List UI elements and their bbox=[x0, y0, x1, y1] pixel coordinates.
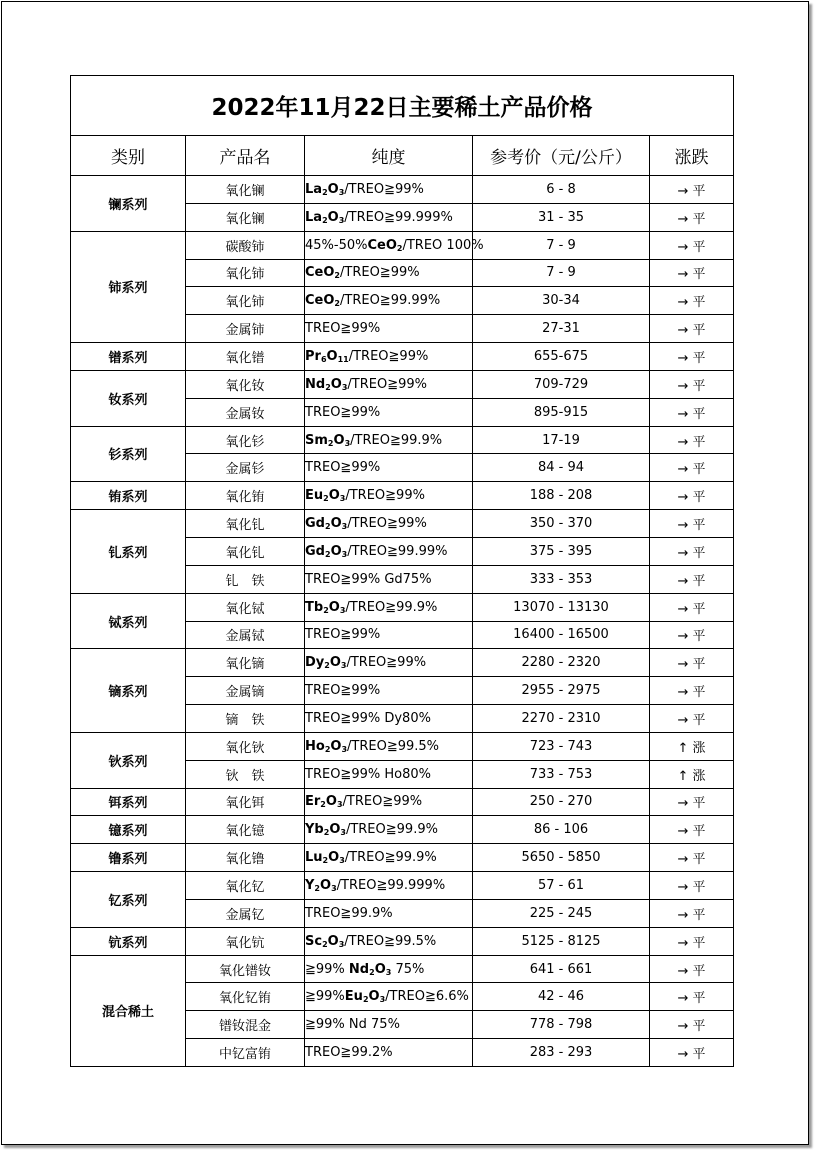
purity-text: Eu bbox=[305, 488, 324, 504]
trend-cell: → 平 bbox=[650, 565, 734, 593]
product-name-cell: 氧化钐 bbox=[186, 426, 305, 454]
purity-text: CeO bbox=[367, 237, 397, 253]
purity-text: /TREO≧99.9% bbox=[345, 822, 438, 838]
purity-subscript: 2 bbox=[323, 605, 329, 615]
purity-text: O bbox=[320, 878, 332, 894]
purity-text: CeO bbox=[305, 293, 335, 309]
product-name-cell: 氧化镱 bbox=[186, 816, 305, 844]
product-name-cell: 中钇富铕 bbox=[186, 1039, 305, 1067]
trend-cell: → 平 bbox=[650, 1011, 734, 1039]
table-row bbox=[71, 816, 734, 844]
purity-text: CeO bbox=[305, 265, 335, 281]
purity-text: /TREO≧99.99% bbox=[347, 543, 448, 559]
purity-text: Nd bbox=[348, 961, 370, 977]
header-purity: 纯度 bbox=[305, 136, 473, 176]
product-name-cell: 氧化铽 bbox=[186, 593, 305, 621]
purity-cell bbox=[305, 315, 473, 343]
purity-text: Yb bbox=[305, 822, 324, 838]
header-reference-price: 参考价（元/公斤） bbox=[473, 136, 650, 176]
table-row bbox=[71, 482, 734, 510]
category-cell: 混合稀土 bbox=[71, 955, 186, 1066]
price-table-body bbox=[71, 176, 734, 1067]
purity-text: O bbox=[330, 738, 342, 754]
purity-cell bbox=[305, 1011, 473, 1039]
purity-text: O bbox=[333, 432, 345, 448]
purity-cell bbox=[305, 1039, 473, 1067]
page-title: 2022年11月22日主要稀土产品价格 bbox=[71, 76, 734, 136]
purity-text: ≧99% bbox=[305, 961, 349, 977]
purity-text: O bbox=[329, 655, 341, 671]
trend-cell: → 平 bbox=[650, 231, 734, 259]
purity-text: O bbox=[326, 348, 338, 364]
table-row bbox=[71, 649, 734, 677]
purity-text: /TREO≧99.99% bbox=[340, 293, 441, 309]
price-cell: 42 - 46 bbox=[473, 983, 650, 1011]
purity-text: /TREO≧99% bbox=[345, 488, 425, 504]
trend-cell: → 平 bbox=[650, 537, 734, 565]
price-cell: 2280 - 2320 bbox=[473, 649, 650, 677]
table-row bbox=[71, 788, 734, 816]
trend-cell: → 平 bbox=[650, 621, 734, 649]
purity-subscript: 2 bbox=[324, 522, 331, 532]
purity-text: /TREO≧99% bbox=[340, 265, 420, 281]
purity-text: /TREO≧99.9% bbox=[350, 432, 443, 448]
category-cell: 铈系列 bbox=[71, 231, 186, 342]
price-cell: 27-31 bbox=[473, 315, 650, 343]
purity-text: O bbox=[330, 543, 342, 559]
purity-cell bbox=[305, 927, 473, 955]
purity-subscript: 3 bbox=[379, 995, 386, 1005]
purity-text: O bbox=[330, 516, 342, 532]
purity-cell bbox=[305, 426, 473, 454]
purity-subscript: 3 bbox=[338, 939, 345, 949]
purity-cell bbox=[305, 482, 473, 510]
price-cell: 895-915 bbox=[473, 398, 650, 426]
purity-subscript: 2 bbox=[327, 438, 334, 448]
product-name-cell: 氧化镧 bbox=[186, 203, 305, 231]
category-cell: 钕系列 bbox=[71, 370, 186, 426]
purity-text: Er bbox=[305, 794, 321, 810]
category-cell: 铽系列 bbox=[71, 593, 186, 649]
price-cell: 333 - 353 bbox=[473, 565, 650, 593]
trend-cell: ↑ 涨 bbox=[650, 732, 734, 760]
price-cell: 283 - 293 bbox=[473, 1039, 650, 1067]
purity-subscript: 3 bbox=[341, 522, 348, 532]
purity-text: O bbox=[327, 209, 339, 225]
purity-cell bbox=[305, 510, 473, 538]
purity-text: 45%-50% bbox=[305, 237, 368, 253]
table-row bbox=[71, 732, 734, 760]
purity-text: /TREO≧99.999% bbox=[336, 878, 446, 894]
purity-subscript: 3 bbox=[341, 744, 348, 754]
purity-subscript: 2 bbox=[334, 299, 340, 309]
product-name-cell: 镝 铁 bbox=[186, 705, 305, 733]
purity-subscript: 3 bbox=[344, 438, 351, 448]
trend-cell: → 平 bbox=[650, 259, 734, 287]
trend-cell: → 平 bbox=[650, 343, 734, 371]
category-cell: 铒系列 bbox=[71, 788, 186, 816]
purity-text: TREO≧99.9% bbox=[305, 905, 393, 921]
product-name-cell: 钬 铁 bbox=[186, 760, 305, 788]
purity-cell bbox=[305, 705, 473, 733]
purity-text: /TREO≧99% bbox=[348, 348, 429, 364]
purity-text: Lu bbox=[305, 850, 323, 866]
table-row bbox=[71, 955, 734, 983]
price-cell: 2955 - 2975 bbox=[473, 677, 650, 705]
purity-subscript: 2 bbox=[322, 187, 328, 197]
purity-subscript: 2 bbox=[396, 243, 403, 253]
purity-text: /TREO≧99.5% bbox=[347, 738, 440, 754]
purity-cell bbox=[305, 844, 473, 872]
purity-subscript: 3 bbox=[331, 884, 337, 894]
price-cell: 350 - 370 bbox=[473, 510, 650, 538]
purity-cell bbox=[305, 176, 473, 204]
purity-cell bbox=[305, 203, 473, 231]
price-cell: 2270 - 2310 bbox=[473, 705, 650, 733]
trend-cell: → 平 bbox=[650, 844, 734, 872]
product-name-cell: 氧化钆 bbox=[186, 510, 305, 538]
purity-text: TREO≧99% bbox=[305, 460, 381, 476]
header-product-name: 产品名 bbox=[186, 136, 305, 176]
purity-subscript: 3 bbox=[339, 605, 346, 615]
table-row bbox=[71, 927, 734, 955]
trend-cell: → 平 bbox=[650, 955, 734, 983]
price-cell: 778 - 798 bbox=[473, 1011, 650, 1039]
trend-cell: → 平 bbox=[650, 315, 734, 343]
product-name-cell: 氧化铒 bbox=[186, 788, 305, 816]
purity-cell bbox=[305, 370, 473, 398]
price-cell: 17-19 bbox=[473, 426, 650, 454]
purity-cell bbox=[305, 816, 473, 844]
price-cell: 733 - 753 bbox=[473, 760, 650, 788]
purity-text: /TREO 100% bbox=[402, 237, 484, 253]
purity-subscript: 2 bbox=[334, 271, 340, 281]
price-cell: 5650 - 5850 bbox=[473, 844, 650, 872]
price-cell: 57 - 61 bbox=[473, 872, 650, 900]
purity-text: TREO≧99% bbox=[305, 683, 381, 699]
purity-text: /TREO≧99.9% bbox=[344, 850, 437, 866]
category-cell: 铕系列 bbox=[71, 482, 186, 510]
price-cell: 13070 - 13130 bbox=[473, 593, 650, 621]
purity-text: TREO≧99% bbox=[305, 321, 381, 337]
category-cell: 钬系列 bbox=[71, 732, 186, 788]
document-page bbox=[1, 1, 809, 1145]
purity-text: Pr bbox=[305, 348, 321, 364]
product-name-cell: 氧化钇 bbox=[186, 872, 305, 900]
purity-subscript: 3 bbox=[341, 382, 348, 392]
table-row bbox=[71, 231, 734, 259]
trend-cell: → 平 bbox=[650, 816, 734, 844]
category-cell: 钪系列 bbox=[71, 927, 186, 955]
purity-subscript: 2 bbox=[322, 215, 328, 225]
purity-subscript: 2 bbox=[323, 828, 330, 838]
purity-subscript: 2 bbox=[362, 995, 369, 1005]
purity-text: TREO≧99% Gd75% bbox=[305, 571, 432, 587]
price-cell: 7 - 9 bbox=[473, 231, 650, 259]
purity-text: ≧99% Nd 75% bbox=[305, 1017, 400, 1033]
trend-cell: → 平 bbox=[650, 176, 734, 204]
trend-cell: → 平 bbox=[650, 287, 734, 315]
product-name-cell: 金属钇 bbox=[186, 899, 305, 927]
header-category: 类别 bbox=[71, 136, 186, 176]
price-cell: 641 - 661 bbox=[473, 955, 650, 983]
category-cell: 钇系列 bbox=[71, 872, 186, 928]
purity-text: TREO≧99% bbox=[305, 627, 381, 643]
price-cell: 655-675 bbox=[473, 343, 650, 371]
product-name-cell: 氧化镝 bbox=[186, 649, 305, 677]
table-row bbox=[71, 872, 734, 900]
purity-text: Eu bbox=[344, 989, 363, 1005]
purity-subscript: 3 bbox=[340, 828, 346, 838]
trend-cell: → 平 bbox=[650, 705, 734, 733]
product-name-cell: 金属镝 bbox=[186, 677, 305, 705]
purity-text: /TREO≧6.6% bbox=[385, 989, 469, 1005]
trend-cell: → 平 bbox=[650, 398, 734, 426]
purity-cell bbox=[305, 454, 473, 482]
purity-cell bbox=[305, 231, 484, 259]
table-row bbox=[71, 593, 734, 621]
purity-cell bbox=[305, 677, 473, 705]
purity-text: /TREO≧99% bbox=[347, 376, 427, 392]
purity-subscript: 3 bbox=[338, 187, 345, 197]
purity-text: /TREO≧99% bbox=[342, 794, 423, 810]
purity-text: Dy bbox=[305, 655, 325, 671]
price-cell: 225 - 245 bbox=[473, 899, 650, 927]
purity-cell bbox=[305, 287, 473, 315]
table-row bbox=[71, 510, 734, 538]
purity-text: O bbox=[330, 376, 342, 392]
category-cell: 钆系列 bbox=[71, 510, 186, 594]
purity-cell bbox=[305, 760, 473, 788]
purity-cell bbox=[305, 398, 473, 426]
header-row bbox=[71, 136, 734, 176]
product-name-cell: 金属钐 bbox=[186, 454, 305, 482]
product-name-cell: 氧化铈 bbox=[186, 259, 305, 287]
purity-text: Nd bbox=[305, 376, 326, 392]
purity-text: O bbox=[328, 488, 340, 504]
purity-cell bbox=[305, 955, 473, 983]
table-row bbox=[71, 426, 734, 454]
trend-cell: → 平 bbox=[650, 788, 734, 816]
purity-text: Y bbox=[305, 878, 315, 894]
product-name-cell: 氧化钬 bbox=[186, 732, 305, 760]
product-name-cell: 氧化镨 bbox=[186, 343, 305, 371]
price-cell: 188 - 208 bbox=[473, 482, 650, 510]
purity-cell bbox=[305, 565, 473, 593]
purity-text: O bbox=[328, 599, 340, 615]
trend-cell: → 平 bbox=[650, 1039, 734, 1067]
purity-subscript: 2 bbox=[322, 856, 329, 866]
purity-subscript: 3 bbox=[340, 661, 347, 671]
purity-text: TREO≧99% Ho80% bbox=[305, 766, 431, 782]
purity-text: O bbox=[325, 794, 337, 810]
product-name-cell: 氧化钕 bbox=[186, 370, 305, 398]
category-cell: 镧系列 bbox=[71, 176, 186, 232]
table-row bbox=[71, 176, 734, 204]
price-cell: 86 - 106 bbox=[473, 816, 650, 844]
product-name-cell: 金属铈 bbox=[186, 315, 305, 343]
category-cell: 钐系列 bbox=[71, 426, 186, 482]
product-name-cell: 钆 铁 bbox=[186, 565, 305, 593]
purity-text: /TREO≧99.999% bbox=[344, 209, 453, 225]
trend-cell: → 平 bbox=[650, 677, 734, 705]
purity-text: ≧99% bbox=[305, 989, 345, 1005]
purity-cell bbox=[305, 899, 473, 927]
purity-cell bbox=[305, 593, 473, 621]
table-row bbox=[71, 370, 734, 398]
category-cell: 镨系列 bbox=[71, 343, 186, 371]
purity-subscript: 3 bbox=[339, 494, 346, 504]
purity-text: O bbox=[368, 989, 380, 1005]
trend-cell: → 平 bbox=[650, 649, 734, 677]
price-cell: 709-729 bbox=[473, 370, 650, 398]
purity-text: TREO≧99% bbox=[305, 404, 381, 420]
purity-text: Ho bbox=[305, 738, 325, 754]
product-name-cell: 氧化镧 bbox=[186, 176, 305, 204]
product-name-cell: 氧化钪 bbox=[186, 927, 305, 955]
trend-cell: ↑ 涨 bbox=[650, 760, 734, 788]
header-change: 涨跌 bbox=[650, 136, 734, 176]
purity-subscript: 2 bbox=[323, 494, 329, 504]
purity-subscript: 3 bbox=[385, 967, 392, 977]
price-cell: 31 - 35 bbox=[473, 203, 650, 231]
price-cell: 7 - 9 bbox=[473, 259, 650, 287]
purity-text: /TREO≧99.9% bbox=[345, 599, 438, 615]
product-name-cell: 镨钕混金 bbox=[186, 1011, 305, 1039]
purity-cell bbox=[305, 732, 473, 760]
purity-text: /TREO≧99% bbox=[347, 516, 427, 532]
purity-text: O bbox=[329, 822, 341, 838]
price-cell: 250 - 270 bbox=[473, 788, 650, 816]
purity-cell bbox=[305, 621, 473, 649]
purity-text: O bbox=[328, 850, 340, 866]
purity-cell bbox=[305, 343, 473, 371]
trend-cell: → 平 bbox=[650, 983, 734, 1011]
purity-text: TREO≧99% Dy80% bbox=[305, 710, 431, 726]
trend-cell: → 平 bbox=[650, 510, 734, 538]
table-row bbox=[71, 844, 734, 872]
purity-subscript: 3 bbox=[338, 215, 345, 225]
purity-text: /TREO≧99.5% bbox=[344, 933, 437, 949]
trend-cell: → 平 bbox=[650, 203, 734, 231]
purity-subscript: 2 bbox=[320, 800, 326, 810]
purity-subscript: 3 bbox=[339, 856, 345, 866]
purity-subscript: 2 bbox=[314, 884, 320, 894]
purity-subscript: 3 bbox=[341, 549, 348, 559]
product-name-cell: 氧化镥 bbox=[186, 844, 305, 872]
category-cell: 镥系列 bbox=[71, 844, 186, 872]
purity-cell bbox=[305, 872, 473, 900]
purity-subscript: 6 bbox=[320, 354, 327, 364]
trend-cell: → 平 bbox=[650, 899, 734, 927]
purity-cell bbox=[305, 649, 473, 677]
purity-text: Sm bbox=[305, 432, 328, 448]
price-cell: 375 - 395 bbox=[473, 537, 650, 565]
purity-cell bbox=[305, 537, 473, 565]
purity-text: TREO≧99.2% bbox=[305, 1045, 393, 1061]
purity-subscript: 2 bbox=[369, 967, 375, 977]
category-cell: 镱系列 bbox=[71, 816, 186, 844]
purity-cell bbox=[305, 259, 473, 287]
purity-text: O bbox=[327, 181, 339, 197]
purity-text: O bbox=[327, 933, 339, 949]
trend-cell: → 平 bbox=[650, 927, 734, 955]
price-cell: 5125 - 8125 bbox=[473, 927, 650, 955]
purity-text: Tb bbox=[305, 599, 324, 615]
price-cell: 16400 - 16500 bbox=[473, 621, 650, 649]
purity-cell bbox=[305, 983, 473, 1011]
trend-cell: → 平 bbox=[650, 454, 734, 482]
category-cell: 镝系列 bbox=[71, 649, 186, 733]
trend-cell: → 平 bbox=[650, 872, 734, 900]
product-name-cell: 金属铽 bbox=[186, 621, 305, 649]
purity-text: /TREO≧99% bbox=[346, 655, 427, 671]
trend-cell: → 平 bbox=[650, 482, 734, 510]
purity-subscript: 2 bbox=[325, 382, 331, 392]
product-name-cell: 金属钕 bbox=[186, 398, 305, 426]
purity-subscript: 2 bbox=[324, 549, 331, 559]
purity-text: O bbox=[374, 961, 386, 977]
price-cell: 30-34 bbox=[473, 287, 650, 315]
product-name-cell: 氧化镨钕 bbox=[186, 955, 305, 983]
purity-subscript: 3 bbox=[336, 800, 343, 810]
purity-text: La bbox=[305, 209, 323, 225]
purity-text: Gd bbox=[305, 516, 325, 532]
purity-text: /TREO≧99% bbox=[344, 181, 424, 197]
table-row bbox=[71, 343, 734, 371]
price-cell: 84 - 94 bbox=[473, 454, 650, 482]
price-cell: 6 - 8 bbox=[473, 176, 650, 204]
product-name-cell: 氧化铈 bbox=[186, 287, 305, 315]
trend-cell: → 平 bbox=[650, 426, 734, 454]
product-name-cell: 氧化钇铕 bbox=[186, 983, 305, 1011]
purity-text: Gd bbox=[305, 543, 325, 559]
product-name-cell: 氧化钆 bbox=[186, 537, 305, 565]
price-cell: 723 - 743 bbox=[473, 732, 650, 760]
product-name-cell: 碳酸铈 bbox=[186, 231, 305, 259]
purity-subscript: 2 bbox=[324, 744, 331, 754]
price-table bbox=[70, 75, 734, 1067]
purity-text: 75% bbox=[391, 961, 425, 977]
purity-text: Sc bbox=[305, 933, 323, 949]
trend-cell: → 平 bbox=[650, 370, 734, 398]
purity-text: La bbox=[305, 181, 323, 197]
purity-subscript: 2 bbox=[322, 939, 328, 949]
product-name-cell: 氧化铕 bbox=[186, 482, 305, 510]
purity-subscript: 2 bbox=[324, 661, 330, 671]
purity-cell bbox=[305, 788, 473, 816]
purity-subscript: 11 bbox=[337, 354, 349, 364]
trend-cell: → 平 bbox=[650, 593, 734, 621]
